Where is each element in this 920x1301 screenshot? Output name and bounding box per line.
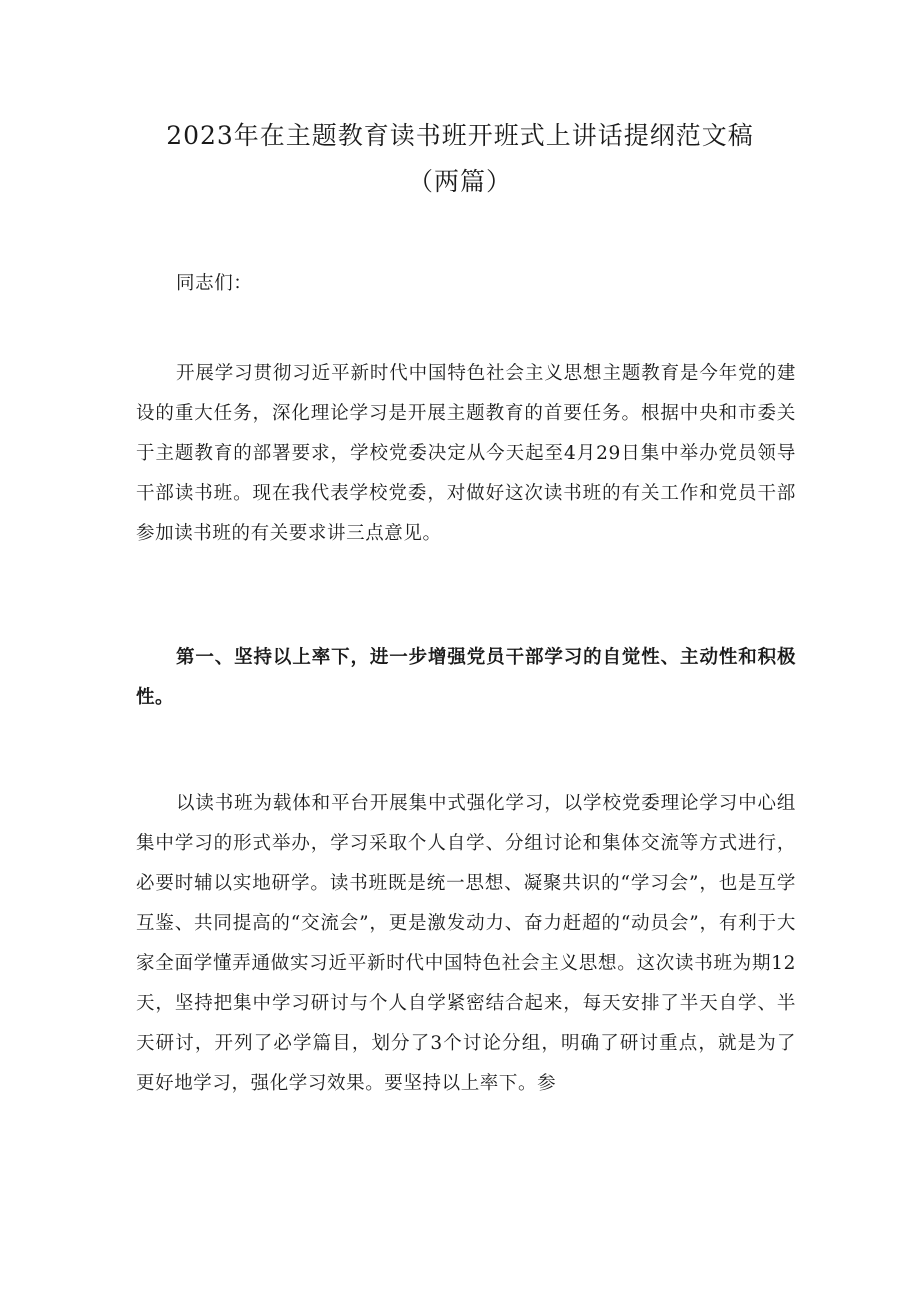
section-heading-1: 第一、坚持以上率下，进一步增强党员干部学习的自觉性、主动性和积极性。 [136,647,796,708]
document-title: 2023年在主题教育读书班开班式上讲话提纲范文稿 [166,121,754,150]
paragraph-section-1: 以读书班为载体和平台开展集中式强化学习，以学校党委理论学习中心组集中学习的形式举办，学习采取个人自学、分组讨论和集体交流等方式进行，必要时辅以实地研学。读书班既是统一思想、凝聚共识的“学习会”，也是互学互鉴、共同提高的“交流会”，更是激发动力、奋力赶超的“动员会”，有利于大家全面学懂弄通做实习近平新时代中国特色社会主义思想。这次读书班为期12天，坚持把集中学习研讨与个人自学紧密结合起来，每天安排了半天自学、半天研讨，开列了必学篇目，划分了3个讨论分组，明确了研讨重点，就是为了更好地学习，强化学习效果。要坚持以上率下。参 [136,793,796,1094]
salutation: 同志们： [176,273,253,294]
paragraph-intro: 开展学习贯彻习近平新时代中国特色社会主义思想主题教育是今年党的建设的重大任务，深化理论学习是开展主题教育的首要任务。根据中央和市委关于主题教育的部署要求，学校党委决定从今天起至4月29日集中举办党员领导干部读书班。现在我代表学校党委，对做好这次读书班的有关工作和党员干部参加读书班的有关要求讲三点意见。 [136,363,796,544]
document-subtitle: （两篇） [407,167,512,196]
